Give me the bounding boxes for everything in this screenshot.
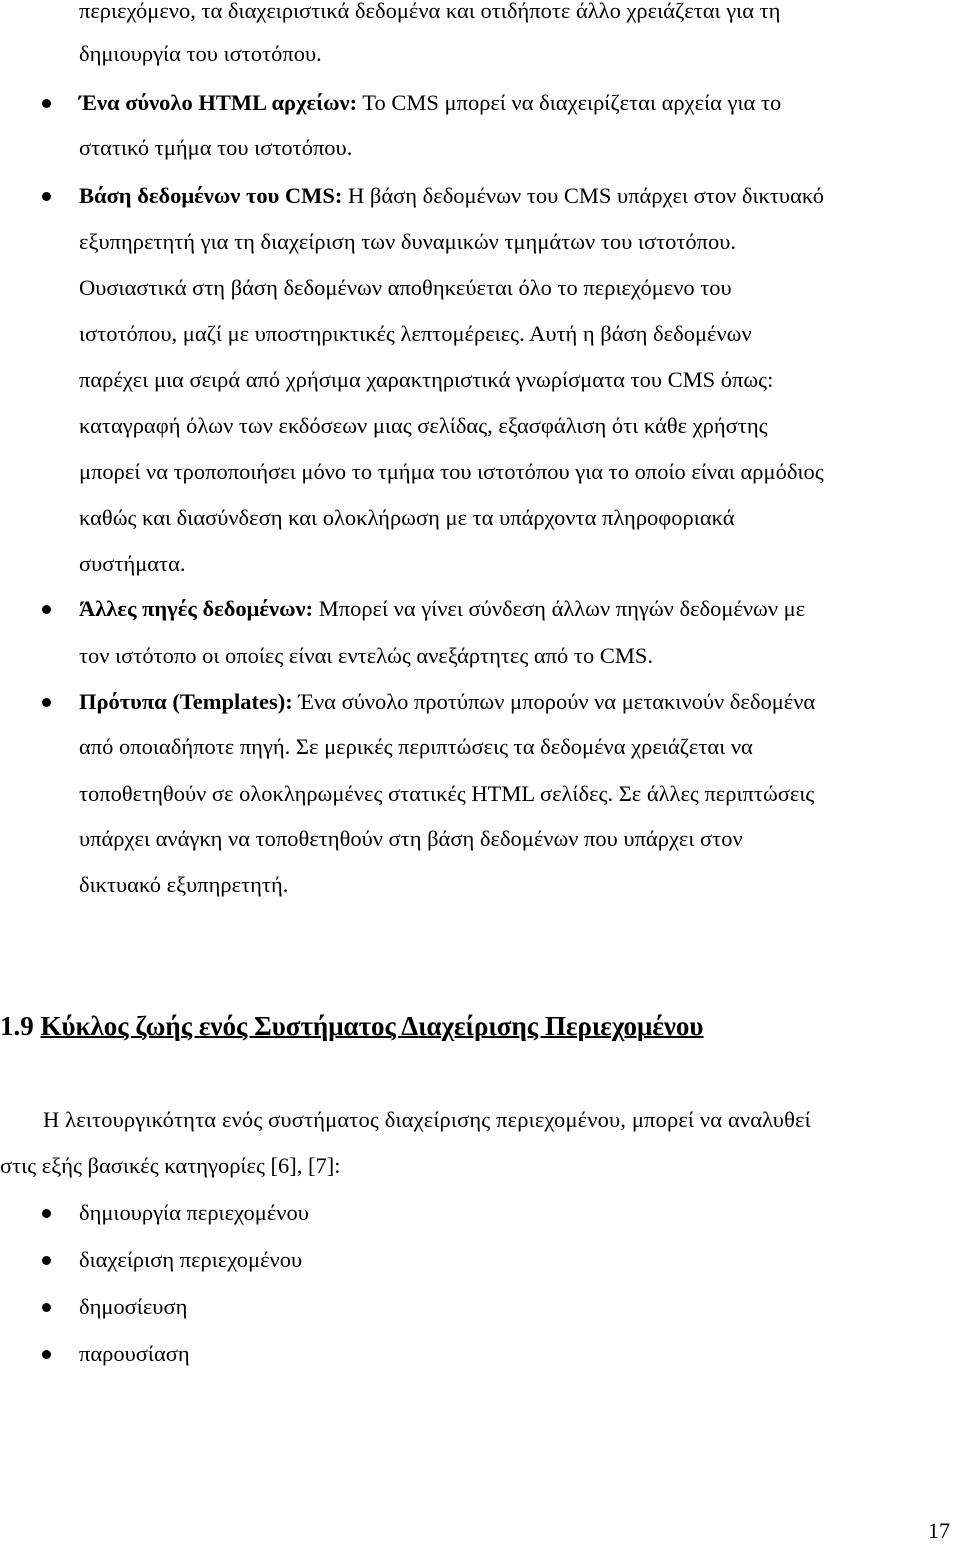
bullet-3-line-2: τον ιστότοπο οι οποίες είναι εντελώς ανεξάρτητες από το CMS. bbox=[79, 643, 653, 668]
bullet-1-text: Το CMS μπορεί να διαχειρίζεται αρχεία για το bbox=[357, 90, 782, 115]
bullet-dot bbox=[42, 99, 51, 108]
bullet-2-text: Η βάση δεδομένων του CMS υπάρχει στον δικτυακό bbox=[342, 183, 824, 208]
bullet-4-line-4: υπάρχει ανάγκη να τοποθετηθούν στη βάση δεδομένων που υπάρχει στον bbox=[79, 826, 743, 851]
bullet-4-line-1 bbox=[79, 687, 815, 717]
bullet-4-term: Πρότυπα (Templates): bbox=[79, 689, 293, 714]
bullet-2-line-6: καταγραφή όλων των εκδόσεων μιας σελίδας, εξασφάλιση ότι κάθε χρήστης bbox=[79, 413, 768, 438]
section-number: 1.9 bbox=[0, 1011, 34, 1041]
bullet-2-term: Βάση δεδομένων του CMS: bbox=[79, 183, 343, 208]
intro-line-2: στις εξής βασικές κατηγορίες [6], [7]: bbox=[0, 1153, 341, 1178]
bullet-2-line-3: Ουσιαστικά στη βάση δεδομένων αποθηκεύεται όλο το περιεχόμενο του bbox=[79, 275, 732, 300]
bullet-2-line-2: εξυπηρετητή για τη διαχείριση των δυναμικών τμημάτων του ιστοτόπου. bbox=[79, 229, 737, 254]
bullet-3-term: Άλλες πηγές δεδομένων: bbox=[79, 596, 314, 621]
continuation-line-2: δημιουργία του ιστοτόπου. bbox=[79, 41, 322, 66]
bullet-4-line-5: δικτυακό εξυπηρετητή. bbox=[79, 872, 289, 897]
bullet-4-line-2: από οποιαδήποτε πηγή. Σε μερικές περιπτώσεις τα δεδομένα χρειάζεται να bbox=[79, 734, 753, 759]
bullet-2-line-5: παρέχει μια σειρά από χρήσιμα χαρακτηριστικά γνωρίσματα του CMS όπως: bbox=[79, 367, 774, 392]
page-number: 17 bbox=[928, 1518, 950, 1543]
bullet-1-line-2: στατικό τμήμα του ιστοτόπου. bbox=[79, 135, 353, 160]
bullet-dot bbox=[42, 1350, 51, 1359]
category-item: διαχείριση περιεχομένου bbox=[79, 1247, 303, 1272]
bullet-dot bbox=[42, 1256, 51, 1265]
bullet-1-line-1 bbox=[79, 88, 781, 118]
bullet-3-line-1 bbox=[79, 594, 805, 624]
bullet-1-term: Ένα σύνολο HTML αρχείων: bbox=[79, 90, 358, 115]
bullet-dot bbox=[42, 192, 51, 201]
bullet-dot bbox=[42, 605, 51, 614]
continuation-line-1: περιεχόμενο, τα διαχειριστικά δεδομένα και οτιδήποτε άλλο χρειάζεται για τη bbox=[79, 0, 781, 23]
section-heading bbox=[0, 1009, 703, 1043]
bullet-2-line-1 bbox=[79, 181, 824, 211]
bullet-4-line-3: τοποθετηθούν σε ολοκληρωμένες στατικές HTML σελίδες. Σε άλλες περιπτώσεις bbox=[79, 781, 815, 806]
category-item: παρουσίαση bbox=[79, 1341, 190, 1366]
bullet-4-text: Ένα σύνολο προτύπων μπορούν να μετακινούν δεδομένα bbox=[292, 689, 816, 714]
category-item: δημοσίευση bbox=[79, 1294, 188, 1319]
bullet-2-line-4: ιστοτόπου, μαζί με υποστηρικτικές λεπτομέρειες. Αυτή η βάση δεδομένων bbox=[79, 321, 752, 346]
bullet-2-line-9: συστήματα. bbox=[79, 551, 186, 576]
bullet-dot bbox=[42, 1209, 51, 1218]
section-title: Κύκλος ζωής ενός Συστήματος Διαχείρισης Περιεχομένου bbox=[40, 1011, 704, 1041]
bullet-dot bbox=[42, 698, 51, 707]
bullet-3-text: Μπορεί να γίνει σύνδεση άλλων πηγών δεδομένων με bbox=[313, 596, 806, 621]
bullet-2-line-7: μπορεί να τροποποιήσει μόνο το τμήμα του ιστοτόπου για το οποίο είναι αρμόδιος bbox=[79, 459, 824, 484]
category-item: δημιουργία περιεχομένου bbox=[79, 1200, 309, 1225]
bullet-dot bbox=[42, 1303, 51, 1312]
bullet-2-line-8: καθώς και διασύνδεση και ολοκλήρωση με τα υπάρχοντα πληροφοριακά bbox=[79, 505, 735, 530]
intro-line-1: Η λειτουργικότητα ενός συστήματος διαχείρισης περιεχομένου, μπορεί να αναλυθεί bbox=[43, 1107, 811, 1132]
